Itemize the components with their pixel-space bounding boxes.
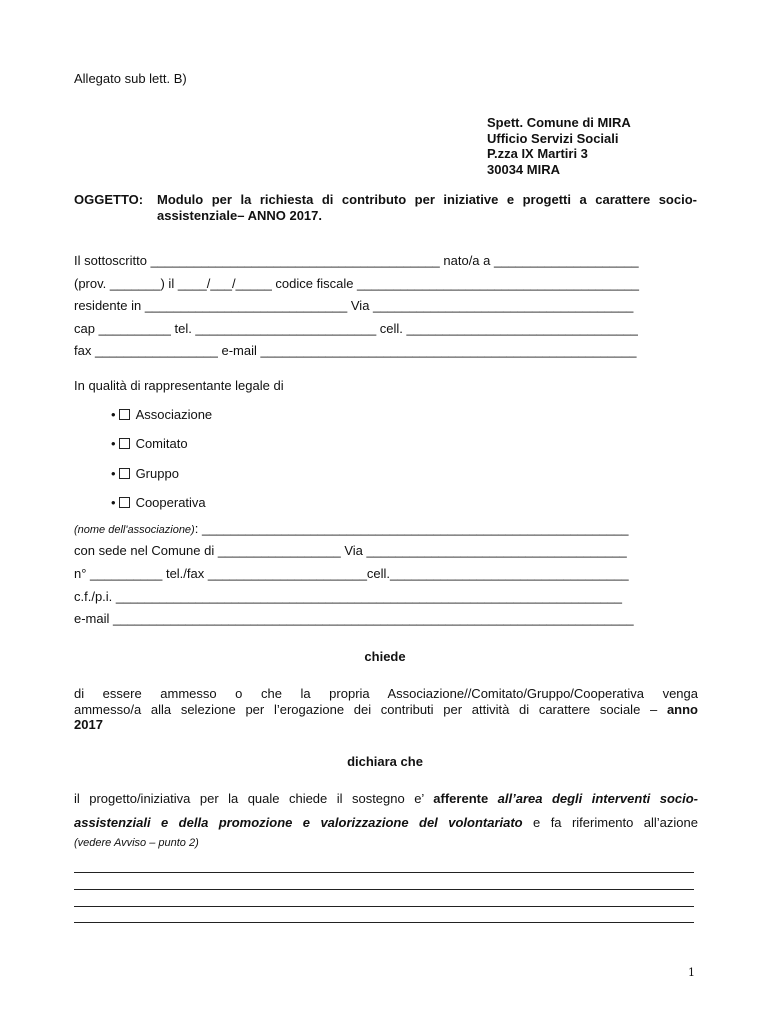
page-number: 1 xyxy=(688,966,695,979)
organization-name-line: : ___________________________________________________________ xyxy=(194,521,629,536)
requests-line-2 xyxy=(74,702,698,717)
answer-line[interactable] xyxy=(74,889,694,890)
recipient-line-3: P.zza IX Martiri 3 xyxy=(487,146,588,161)
option-label: Associazione xyxy=(135,407,213,422)
recipient-line-4: 30034 MIRA xyxy=(487,162,560,177)
requests-line-1: di essere ammesso o che la propria Associazione//Comitato/Gruppo/Cooperativa venga xyxy=(74,686,698,701)
organization-name-field xyxy=(74,521,629,536)
applicant-name-field: Il sottoscritto ________________________________________ nato/a a ____________________ xyxy=(74,253,639,268)
recipient-line-2: Ufficio Servizi Sociali xyxy=(487,131,619,146)
declares-line-2 xyxy=(74,815,698,830)
subject-label: OGGETTO: xyxy=(74,192,144,207)
checkbox[interactable] xyxy=(119,409,130,420)
option-associazione[interactable] xyxy=(111,407,212,422)
option-label: Gruppo xyxy=(135,466,179,481)
declares-area-continued: assistenziali e della promozione e valorizzazione del volontariato xyxy=(74,815,523,830)
declares-afferente: afferente xyxy=(433,791,498,806)
organization-number-field: n° __________ tel./fax ______________________cell._________________________________ xyxy=(74,566,629,581)
organization-cf-field: c.f./p.i. ______________________________________________________________________ xyxy=(74,589,622,604)
answer-line[interactable] xyxy=(74,922,694,923)
declares-heading: dichiara che xyxy=(347,754,423,769)
option-label: Comitato xyxy=(135,436,188,451)
requests-year: 2017 xyxy=(74,717,103,732)
organization-name-label: (nome dell'associazione) xyxy=(74,524,195,536)
capacity-label: In qualità di rappresentante legale di xyxy=(74,378,284,393)
subject-line-1: Modulo per la richiesta di contributo per iniziative e progetti a carattere socio- xyxy=(157,192,697,207)
bullet: • xyxy=(111,495,116,510)
declares-line-1-text: il progetto/iniziativa per la quale chiede il sostegno e’ xyxy=(74,791,434,806)
bullet: • xyxy=(111,466,116,481)
declares-note: (vedere Avviso – punto 2) xyxy=(74,837,199,849)
attachment-label: Allegato sub lett. B) xyxy=(74,71,187,86)
requests-heading: chiede xyxy=(364,649,406,664)
option-label: Cooperativa xyxy=(135,495,206,510)
applicant-fax-email-field: fax _________________ e-mail ____________________________________________________ xyxy=(74,343,637,358)
bullet: • xyxy=(111,407,116,422)
organization-email-field: e-mail ________________________________________________________________________ xyxy=(74,611,634,626)
option-gruppo[interactable] xyxy=(111,466,179,481)
checkbox[interactable] xyxy=(119,468,130,479)
applicant-birth-field: (prov. _______) il ____/___/_____ codice fiscale _______________________________________ xyxy=(74,276,640,291)
option-comitato[interactable] xyxy=(111,436,188,451)
bullet: • xyxy=(111,436,116,451)
checkbox[interactable] xyxy=(119,438,130,449)
option-cooperativa[interactable] xyxy=(111,495,206,510)
applicant-residence-field: residente in ____________________________ Via ____________________________________ xyxy=(74,298,634,313)
checkbox[interactable] xyxy=(119,497,130,508)
subject-line-2: assistenziale– ANNO 2017. xyxy=(157,208,322,223)
declares-line-2-text: e fa riferimento all’azione xyxy=(522,815,698,830)
answer-line[interactable] xyxy=(74,872,694,873)
recipient-line-1: Spett. Comune di MIRA xyxy=(487,115,631,130)
declares-line-1 xyxy=(74,791,698,806)
requests-line-2-text: ammesso/a alla selezione per l’erogazione dei contributi per attività di carattere sociale – xyxy=(74,702,667,717)
requests-year-word: anno xyxy=(666,702,698,717)
applicant-contact-field: cap __________ tel. _________________________ cell. ________________________________ xyxy=(74,321,638,336)
answer-line[interactable] xyxy=(74,906,694,907)
organization-seat-field: con sede nel Comune di _________________ Via ____________________________________ xyxy=(74,543,627,558)
declares-area: all’area degli interventi socio- xyxy=(497,791,698,806)
